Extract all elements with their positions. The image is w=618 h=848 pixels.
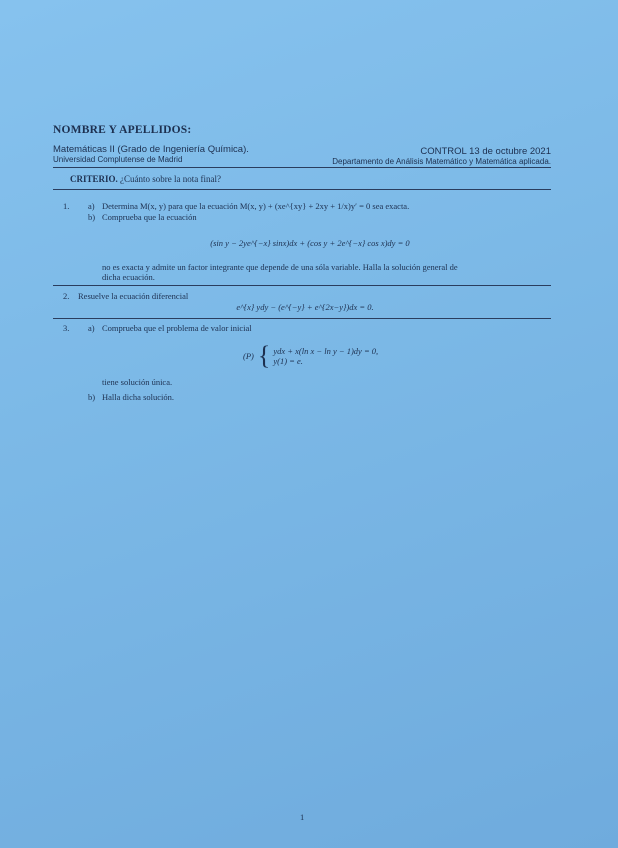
problem-2-equation: e^{x} ydy − (e^{−y} + e^{2x−y})dx = 0. <box>236 302 374 312</box>
problem-1a-label: a) <box>88 201 95 211</box>
problem-1-divider <box>53 285 551 286</box>
problem-3a-text-2: tiene solución única. <box>102 377 173 387</box>
left-brace-icon: { <box>257 341 271 370</box>
control-date: CONTROL 13 de octubre 2021 <box>420 146 551 157</box>
page-number: 1 <box>300 812 305 822</box>
problem-2-divider <box>53 318 551 319</box>
department-name: Departamento de Análisis Matemático y Matemática aplicada. <box>332 157 551 166</box>
criterio-divider <box>53 189 551 190</box>
problem-3b-text: Halla dicha solución. <box>102 392 174 402</box>
criterio-label: CRITERIO. <box>70 174 118 184</box>
problem-1b-label: b) <box>88 212 96 222</box>
header-divider <box>53 167 551 168</box>
problem-3a-text: Comprueba que el problema de valor inicial <box>102 323 252 333</box>
problem-1-number: 1. <box>63 201 70 211</box>
system-label: (P) <box>243 351 254 361</box>
university-name: Universidad Complutense de Madrid <box>53 155 183 164</box>
problem-2-number: 2. <box>63 291 70 301</box>
system-equations <box>273 346 378 366</box>
problem-1b-text: Comprueba que la ecuación <box>102 212 197 222</box>
problem-1b-text-2: no es exacta y admite un factor integrante que depende de una sóla variable. Halla la solución general de <box>102 262 458 272</box>
problem-2-text: Resuelve la ecuación diferencial <box>78 291 189 301</box>
problem-1-equation: (sin y − 2ye^{−x} sinx)dx + (cos y + 2e^{−x} cos x)dy = 0 <box>210 238 410 248</box>
problem-1b-text-3: dicha ecuación. <box>102 272 155 282</box>
system-line-2: y(1) = e. <box>273 356 303 366</box>
problem-3b-label: b) <box>88 392 96 402</box>
course-title: Matemáticas II (Grado de Ingeniería Química). <box>53 144 249 155</box>
system-line-1: ydx + x(ln x − ln y − 1)dy = 0, <box>273 346 379 356</box>
problem-3a-label: a) <box>88 323 95 333</box>
criterio-line <box>70 174 221 184</box>
name-heading: NOMBRE Y APELLIDOS: <box>53 124 192 136</box>
criterio-question: ¿Cuánto sobre la nota final? <box>120 174 221 184</box>
problem-1a-text: Determina M(x, y) para que la ecuación M(x, y) + (xe^{xy} + 2xy + 1/x)y′ = 0 sea exacta. <box>102 201 410 211</box>
ivp-system <box>243 343 378 369</box>
problem-3-number: 3. <box>63 323 70 333</box>
